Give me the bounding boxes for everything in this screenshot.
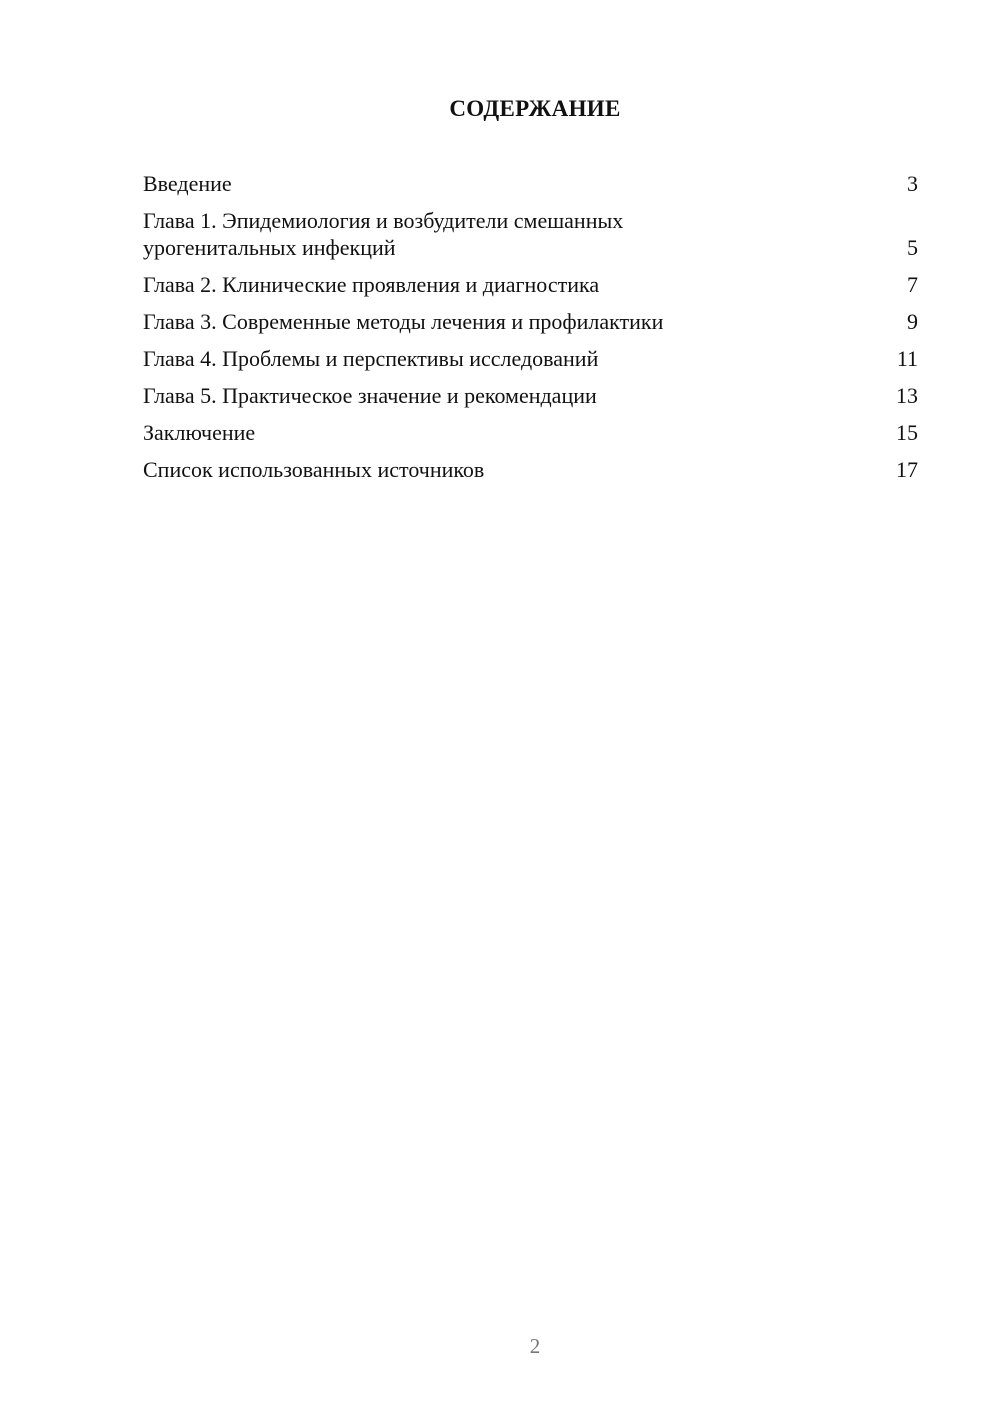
toc-entry-page: 17 <box>896 457 918 482</box>
toc-entry-page: 3 <box>907 171 918 196</box>
toc-entry-page: 7 <box>907 272 918 297</box>
toc-entry-introduction <box>143 170 918 197</box>
page-number: 2 <box>529 1334 541 1358</box>
toc-entry-conclusion <box>143 419 918 446</box>
toc-entry-label: Глава 2. Клинические проявления и диагностика <box>143 272 600 297</box>
page-title: СОДЕРЖАНИЕ <box>449 96 621 121</box>
toc-entry-label: Введение <box>143 171 232 196</box>
toc-entry-label: Глава 4. Проблемы и перспективы исследований <box>143 346 599 371</box>
toc-entry-page: 13 <box>896 383 918 408</box>
toc-entry-chapter-3 <box>143 308 918 335</box>
table-of-contents <box>143 170 918 493</box>
toc-entry-page: 15 <box>896 420 918 445</box>
toc-entry-label: Список использованных источников <box>143 457 485 482</box>
toc-entry-page: 11 <box>896 346 918 371</box>
toc-entry-chapter-2 <box>143 271 918 298</box>
toc-entry-label: Глава 1. Эпидемиология и возбудители смешанных урогенитальных инфекций <box>143 208 624 260</box>
toc-entry-chapter-5 <box>143 382 918 409</box>
toc-entry-label: Заключение <box>143 420 256 445</box>
toc-entry-references <box>143 456 918 483</box>
toc-entry-label: Глава 5. Практическое значение и рекомендации <box>143 383 597 408</box>
toc-entry-chapter-1 <box>143 207 918 261</box>
toc-entry-page: 9 <box>907 309 918 334</box>
toc-entry-label: Глава 3. Современные методы лечения и профилактики <box>143 309 664 334</box>
toc-entry-chapter-4 <box>143 345 918 372</box>
toc-entry-page: 5 <box>907 235 918 260</box>
